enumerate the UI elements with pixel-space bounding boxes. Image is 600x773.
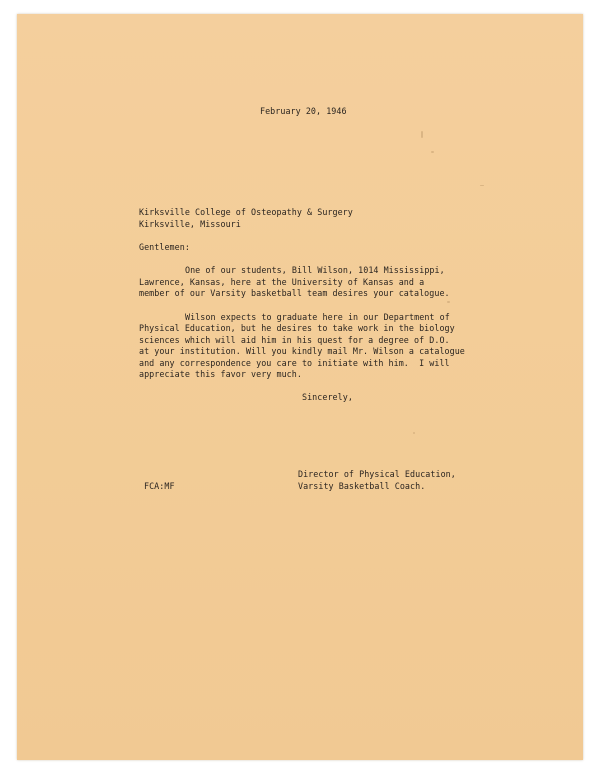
salutation: Gentlemen: — [139, 242, 190, 252]
signature-title-line: Varsity Basketball Coach. — [298, 481, 426, 491]
paragraph-1-line: Lawrence, Kansas, here at the University of Kansas and a — [139, 277, 425, 287]
recipient-city: Kirksville, Missouri — [139, 219, 241, 229]
paper-mark — [447, 301, 450, 303]
letter-page — [17, 14, 583, 760]
paragraph-2-line: sciences which will aid him in his quest for a degree of D.O. — [139, 335, 450, 345]
paper-mark — [413, 432, 415, 434]
recipient-name: Kirksville College of Osteopathy & Surgery — [139, 207, 353, 217]
letter-date: February 20, 1946 — [260, 106, 347, 116]
paragraph-2-line: and any correspondence you care to initiate with him. I will — [139, 358, 450, 368]
paragraph-2-line: at your institution. Will you kindly mail Mr. Wilson a catalogue — [139, 346, 465, 356]
paragraph-1-line: member of our Varsity basketball team desires your catalogue. — [139, 288, 450, 298]
paper-mark — [431, 151, 434, 153]
signature-title-line: Director of Physical Education, — [298, 469, 456, 479]
paragraph-2-line: appreciate this favor very much. — [139, 369, 302, 379]
paragraph-2-line: Wilson expects to graduate here in our Department of — [185, 312, 450, 322]
paragraph-1-line: One of our students, Bill Wilson, 1014 Mississippi, — [185, 265, 445, 275]
typist-initials: FCA:MF — [144, 481, 175, 491]
paragraph-2-line: Physical Education, but he desires to take work in the biology — [139, 323, 455, 333]
closing: Sincerely, — [302, 392, 353, 402]
paper-mark — [480, 185, 484, 186]
paper-mark — [421, 131, 423, 138]
